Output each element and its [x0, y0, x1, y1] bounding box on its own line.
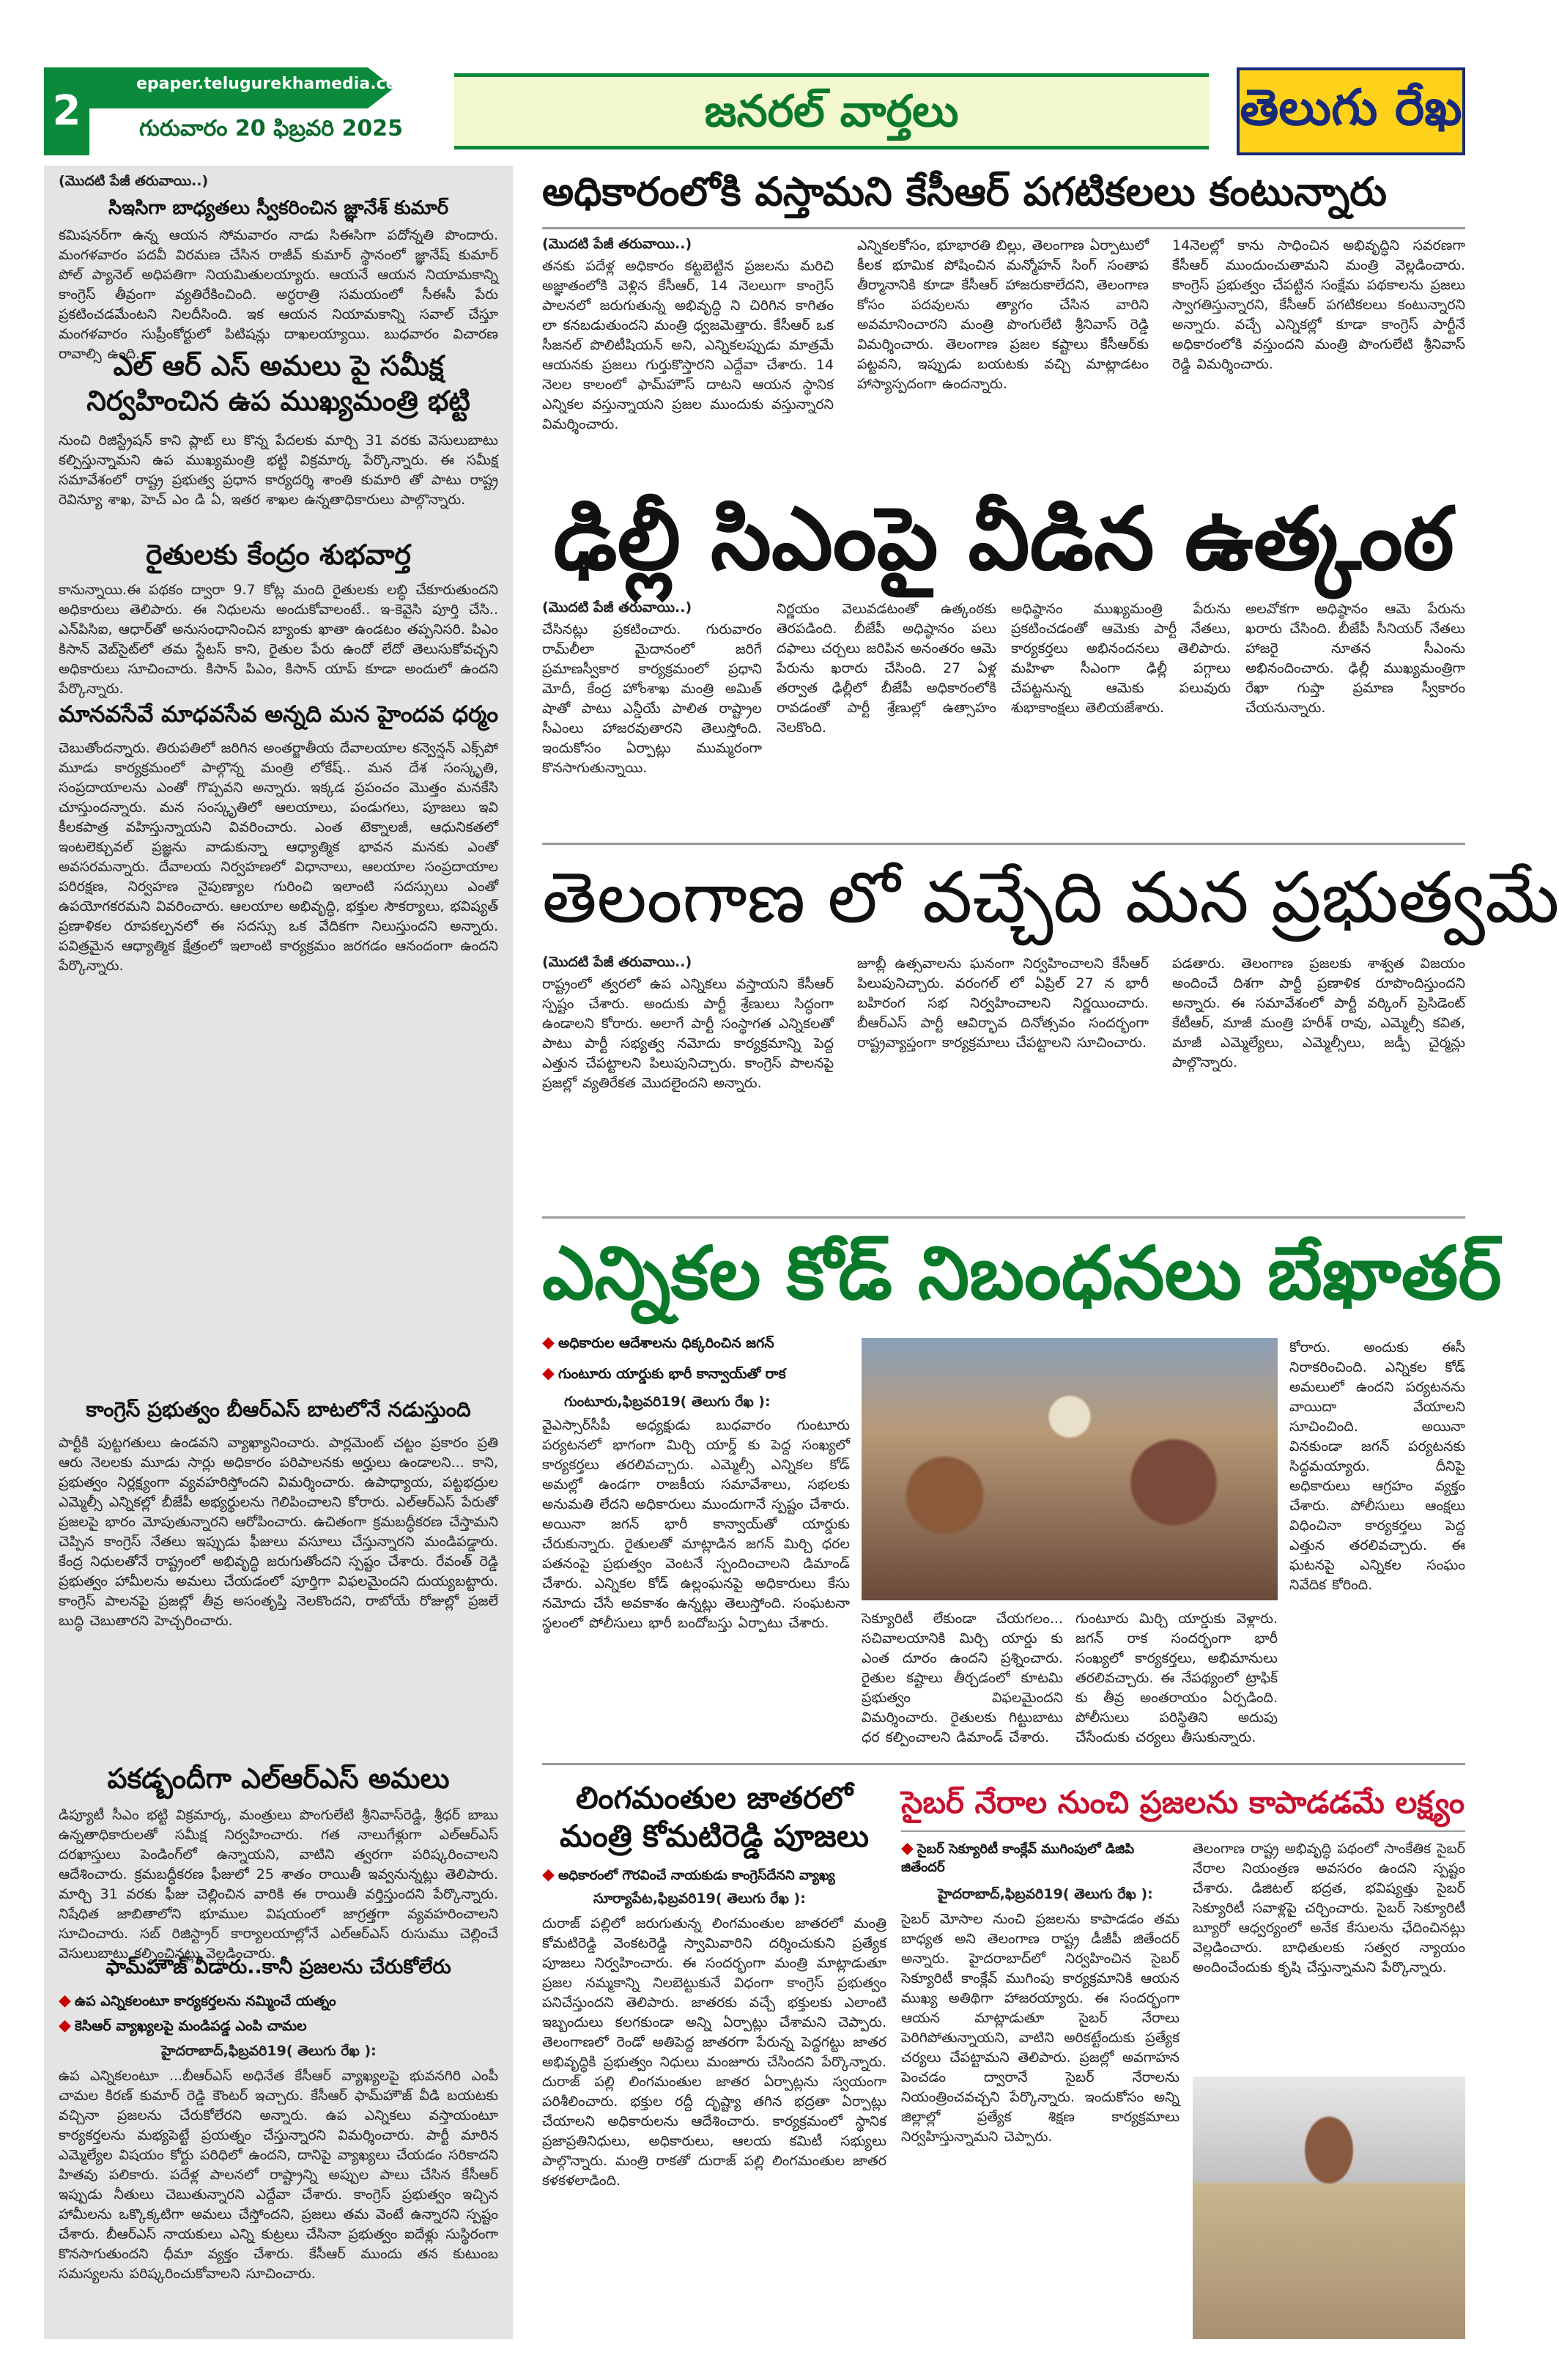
site-url[interactable]: epaper.telugurekhamedia.com: [136, 75, 414, 93]
a4-body: వైఎస్సార్‌సీపీ అధ్యక్షుడు బుధవారం గుంటూరు పర్యటనలో భాగంగా మిర్చి యార్డ్ కు పెద్ద సంఖ్యలో కార్యకర్తలు తరలివచ్చారు. ఎమ్మెల్సీ ఎన్నికల కోడ్ అమల్లో ఉండగా రాజకీయ సమావేశాలు, సభలకు అనుమతి లేదని అధికారులు ముందుగానే స్పష్టం చేశారు. అయినా జగన్ భారీ కాన్వాయ్‌తో యార్డుకు చేరుకున్నారు. రైతులతో మాట్లాడిన జగన్ మిర్చి ధరల పతనంపై ప్రభుత్వం వెంటనే స్పందించాలని డిమాండ్ చేశారు. ఎన్నికల కోడ్ ఉల్లంఘనపై అధికారులు కేసు నమోదు చేసే అవకాశం ఉన్నట్లు తెలుస్తోంది. సంఘటనా స్థలంలో పోలీసులు భారీ బందోబస్తు ఏర్పాటు చేశారు.: [542, 1417, 850, 1631]
a3-col-2: జూబ్లీ ఉత్సవాలను ఘనంగా నిర్వహించాలని కేసీఆర్ పిలుపునిచ్చారు. వరంగల్ లో ఏప్రిల్ 27 న భారీ బహిరంగ సభ నిర్వహించాలని నిర్ణయించారు. బీఆర్ఎస్ పార్టీ ఆవిర్భావ దినోత్సవం సందర్భంగా రాష్ట్రవ్యాప్తంగా కార్యక్రమాలు చేపట్టాలని సూచించారు.: [857, 956, 1149, 1051]
a6-body-2: తెలంగాణ రాష్ట్ర అభివృద్ధి పథంలో సాంకేతిక సైబర్ నేరాల నియంత్రణ అవసరం ఉందని స్పష్టం చేశారు. డిజిటల్ భద్రత, భవిష్యత్తు సైబర్ సెక్యూరిటీ సవాళ్లపై చర్చించారు. సైబర్ సెక్యూరిటీ బ్యూరో ఆధ్వర్యంలో అనేక కేసులను ఛేదించినట్లు వెల్లడించారు. బాధితులకు సత్వర న్యాయం అందించేందుకు కృషి చేస్తున్నామని పేర్కొన్నారు.: [1193, 1841, 1465, 1976]
a4-bullet-1: [542, 1334, 850, 1357]
a6-bullet-1-text: సైబర్ సెక్యూరిటీ కాంక్లేవ్ ముగింపులో డిజిపి జితేందర్: [901, 1841, 1135, 1875]
page-number: 2: [44, 67, 89, 155]
a2-col-1: చేసినట్లు ప్రకటించారు. గురువారం రామ్‌లీలా మైదానంలో జరిగే ప్రమాణస్వీకార కార్యక్రమంలో ప్రధాని మోదీ, కేంద్ర హోంశాఖ మంత్రి అమిత్ షాతో పాటు ఎన్డీయే పాలిత రాష్ట్రాల సీఎంలు హాజరవుతారని తెలుస్తోంది. ఇందుకోసం ఏర్పాట్లు ముమ్మరంగా కొనసాగుతున్నాయి.: [542, 621, 762, 776]
a2-col-3: అధిష్ఠానం ముఖ్యమంత్రి పేరును ప్రకటించడంతో ఆమెకు పార్టీ నేతలు, కార్యకర్తలు అభినందనలు తెలిపారు. మహిళా సీఎంగా ఢిల్లీ పగ్గాలు చేపట్టనున్న ఆమెకు పలువురు శుభాకాంక్షలు తెలియజేశారు.: [1011, 601, 1231, 716]
s7-bullet-2-text: కెసిఆర్ వ్యాఖ్యలపై మండిపడ్డ ఎంపి చామల: [75, 2018, 307, 2034]
a6-rule: [901, 1830, 1465, 1832]
a2-col-4: అలవోకగా అధిష్ఠానం ఆమె పేరును ఖరారు చేసింది. బీజేపీ సీనియర్ నేతలు హాజరై నూతన సీఎంను అభినందించారు. ఢిల్లీ ముఖ్యమంత్రిగా రేఖా గుప్తా ప్రమాణ స్వీకారం చేయనున్నారు.: [1245, 601, 1465, 716]
a3-rule: [542, 1216, 1465, 1219]
a5-bullet-1-text: అధికారంలో గౌరవించే నాయకుడు కాంగ్రెస్‌దేనని వ్యాఖ్య: [558, 1868, 835, 1883]
a3-continued: (మొదటి పేజీ తరువాయి..): [542, 954, 692, 970]
a2-rule: [542, 843, 1465, 845]
a2-continued: (మొదటి పేజీ తరువాయి..): [542, 599, 692, 616]
a1-rule: [542, 227, 1465, 229]
s7-bullet-1-text: ఉప ఎన్నికలంటూ కార్యకర్తలను నమ్మించే యత్నం: [75, 1993, 336, 2009]
s7-bullet-2: [59, 2017, 498, 2039]
s7-headline: ఫామ్‌హౌజ్ వీడారు..కానీ ప్రజలను చేరుకోలేరు: [105, 1956, 451, 1978]
a4-lower-text: సెక్యూరిటీ లేకుండా చేయగలం... సచివాలయానికి మిర్చి యార్డు కు ఎంత దూరం ఉందని ప్రశ్నించారు. రైతుల కష్టాలు తీర్చడంలో కూటమి ప్రభుత్వం విఫలమైందని విమర్శించారు. రైతులకు గిట్టుబాటు ధర కల్పించాలని డిమాండ్ చేశారు.: [862, 1611, 1063, 1745]
diamond-bullet-icon: ◆: [901, 1839, 914, 1858]
a6-bullet-1: [901, 1839, 1180, 1880]
a1-col-2: ఎన్నికలకోసం, భూభారతి బిల్లు, తెలంగాణ ఏర్పాటులో కీలక భూమిక పోషించిన మన్మోహన్ సింగ్ సంతాప తీర్మానానికి కూడా కేసీఆర్ హాజరుకాలేదని, తెలంగాణ కోసం పదవులను త్యాగం చేసిన వారిని అవమానించారని మంత్రి పొంగులేటి శ్రీనివాస్ రెడ్డి విమర్శించారు. తెలంగాణ ప్రజల కష్టాలు కేసీఆర్‌కు పట్టవని, ఇప్పుడు బయటకు వచ్చి మాట్లాడటం హాస్యాస్పదంగా ఉందన్నారు.: [857, 237, 1149, 392]
a3-col-3: పడతారు. తెలంగాణ ప్రజలకు శాశ్వత విజయం అందించే దిశగా పార్టీ ప్రణాళిక రూపొందిస్తుందని అన్నారు. ఈ సమావేశంలో పార్టీ వర్కింగ్ ప్రెసిడెంట్ కేటీఆర్, మాజీ మంత్రి హరీశ్ రావు, ఎమ్మెల్సీ కవిత, మాజీ ఎమ్మెల్యేలు, ఎమ్మెల్సీలు, జడ్పీ చైర్మన్లు పాల్గొన్నారు.: [1172, 956, 1465, 1071]
s7-dateline: హైదరాబాద్,ఫిబ్రవరి19( తెలుగు రేఖ ):: [161, 2043, 377, 2059]
masthead: [44, 67, 1465, 155]
a5-bullet-1: [542, 1866, 886, 1888]
a6-headline: సైబర్ నేరాల నుంచి ప్రజలను కాపాడడమే లక్ష్యం: [901, 1784, 1465, 1820]
a6-dateline: హైదరాబాద్,ఫిబ్రవరి19( తెలుగు రేఖ ):: [938, 1886, 1153, 1902]
a2-headline: ఢిల్లీ సిఎంపై వీడిన ఉత్కంఠ: [553, 488, 1454, 589]
a4-bullet-2-text: గుంటూరు యార్డుకు భారీ కాన్వాయ్‌తో రాక: [558, 1366, 786, 1382]
a4-rule: [542, 1763, 1465, 1765]
issue-date: గురువారం 20 ఫిబ్రవరి 2025: [139, 116, 404, 141]
a1-col-1: తనకు పదేళ్ల అధికారం కట్టబెట్టిన ప్రజలను మరిచి అజ్ఞాతంలోకి వెళ్లిన కేసీఆర్, 14 నెలలుగా కాంగ్రెస్ పాలనలో జరుగుతున్న అభివృద్ధి ని చిరిగిన కాగితం లా కనబడుతుందని మంత్రి ధ్వజమెత్తారు. కేసీఆర్ ఒక సీజనల్ పొలిటీషియన్ అని, ఎన్నికలప్పుడు మాత్రమే ఆయనకు ప్రజలు గుర్తుకొస్తారని ఎద్దేవా చేశారు. 14 నెలల కాలంలో ఫామ్‌హౌస్ దాటని ఆయన స్థానిక ఎన్నికల వస్తున్నాయని ప్రజల ముందుకు వస్తున్నారని విమర్శించారు.: [542, 258, 834, 432]
s6-body: డిప్యూటీ సీఎం భట్టి విక్రమార్క, మంత్రులు పొంగులేటి శ్రీనివాస్‌రెడ్డి, శ్రీధర్ బాబు ఉన్నతాధికారులతో సమీక్ష నిర్వహించారు. గత నాలుగేళ్లుగా ఎల్ఆర్ఎస్ దరఖాస్తులు పెండింగ్‌లో ఉన్నాయని, వాటిని త్వరగా పరిష్కరించాలని ఆదేశించారు. క్రమబద్ధీకరణ ఫీజులో 25 శాతం రాయితీ ఇవ్వనున్నట్లు తెలిపారు. మార్చి 31 వరకు ఫీజు చెల్లించిన వారికి ఈ రాయితీ వర్తిస్తుందని పేర్కొన్నారు. నిషేధిత జాబితాలోని భూముల విషయంలో జాగ్రత్తగా వ్యవహరించాలని సూచించారు. సబ్ రిజిస్ట్రార్ కార్యాలయాల్లోనే ఎల్ఆర్ఎస్ రుసుము చెల్లించే వెసులుబాటు కల్పించినట్లు వెల్లడించారు.: [59, 1807, 498, 1962]
a5-dateline: సూర్యాపేట,ఫిబ్రవరి19( తెలుగు రేఖ ):: [593, 1891, 806, 1907]
a1-col-3: 14నెలల్లో కాను సాధించిన అభివృద్ధిని సవరణగా కేసీఆర్ ముందుంచుతామని మంత్రి వెల్లడించారు. కాంగ్రెస్ ప్రభుత్వం చేపట్టిన సంక్షేమ పథకాలను ప్రజలు స్వాగతిస్తున్నారని, కేసీఆర్ పగటికలలు కంటున్నారని అన్నారు. వచ్చే ఎన్నికల్లో కూడా కాంగ్రెస్ పార్టీనే అధికారంలోకి వస్తుందని మంత్రి పొంగులేటి శ్రీనివాస్ రెడ్డి విమర్శించారు.: [1172, 237, 1465, 372]
s4-body: చెబుతోందన్నారు. తిరుపతిలో జరిగిన అంతర్జాతీయ దేవాలయాల కన్వెన్షన్ ఎక్స్‌పో మూడు కార్యక్రమంలో పాల్గొన్న మంత్రి లోకేష్.. మన దేశ సంస్కృతి, సంప్రదాయాలను ఎంతో గొప్పవని అన్నారు. ఇక్కడ ప్రపంచం మొత్తం మనకేసి చూస్తుందన్నారు. మన సంస్కృతిలో ఆలయాలు, పండుగలు, పూజలు ఇవి కీలకపాత్ర వహిస్తున్నాయని వివరించారు. ఎంత టెక్నాలజీ, ఆధునికతలో ఇంటలెక్చువల్ ప్రజ్ఞను వాడుకున్నా ఆధ్యాత్మిక భావన మనకు ఎంతో అవసరమన్నారు. దేవాలయ నిర్వహణలో విధానాలు, ఆలయాల సంప్రదాయాల పరిరక్షణ, నిర్వహణ నైపుణ్యాల గురించి ఇలాంటి సదస్సులు ఎంతో ఉపయోగకరమని వివరించారు. ఆలయాల అభివృద్ధి, భక్తుల సౌకర్యాలు, భవిష్యత్ ప్రణాళికల రూపకల్పనలో ఈ సదస్సు ఒక వేదికగా నిలుస్తుందని అన్నారు. పవిత్రమైన ఆధ్యాత్మిక క్షేత్రంలో ఇలాంటి కార్యక్రమం జరగడం ఆనందంగా ఉందని పేర్కొన్నారు.: [59, 740, 498, 974]
section-banner: [454, 73, 1209, 149]
a1-headline: అధికారంలోకి వస్తామని కేసీఆర్ పగటికలలు కంటున్నారు: [542, 169, 1387, 215]
diamond-bullet-icon: ◆: [59, 1992, 71, 2010]
left-column: [44, 166, 513, 2339]
s1-body: కమిషనర్‌గా ఉన్న ఆయన సోమవారం నాడు సిఈసిగా పదోన్నతి పొందారు. మంగళవారం పదవీ విరమణ చేసిన రాజీవ్ కుమార్ స్థానంలో జ్ఞానేష్ కుమార్ పోల్ ప్యానెల్ అధిపతిగా నియమితులయ్యారు. ఆయనే ఆయన నియామకాన్ని కాంగ్రెస్ తీవ్రంగా వ్యతిరేకించింది. అర్ధరాత్రి సమయంలో సీఈసీ పేరు ప్రకటించడమేంటని నిలదీసింది. ఇక ఆయన నియామకాన్ని సవాల్ చేస్తూ మంగళవారం సుప్రీంకోర్టులో పిటిషన్లు దాఖలయ్యాయి. బుధవారం విచారణ రావాల్సి ఉంది.: [59, 227, 498, 362]
diamond-bullet-icon: ◆: [59, 2017, 71, 2035]
a4-headline: ఎన్నికల కోడ్ నిబంధనలు బేఖాతర్: [542, 1230, 1502, 1316]
s4-headline: మానవసేవే మాధవసేవ అన్నది మన హైందవ ధర్మం: [58, 701, 499, 728]
a4-dateline: గుంటూరు,ఫిబ్రవరి19( తెలుగు రేఖ ):: [564, 1394, 771, 1410]
logo-text: తెలుగు రేఖ: [1240, 79, 1462, 137]
a4-side-text: కోరారు. అందుకు ఈసీ నిరాకరించింది. ఎన్నికల కోడ్ అమలులో ఉందని పర్యటనను వాయిదా వేయాలని సూచించింది. అయినా వినకుండా జగన్ పర్యటనకు సిద్ధమయ్యారు. దీనిపై అధికారులు ఆగ్రహం వ్యక్తం చేశారు. పోలీసులు ఆంక్షలు విధించినా కార్యకర్తలు పెద్ద ఎత్తున తరలివచ్చారు. ఈ ఘటనపై ఎన్నికల సంఘం నివేదిక కోరింది.: [1289, 1339, 1465, 1593]
section-title: జనరల్ వార్తలు: [704, 86, 959, 137]
a6-body: సైబర్ మోసాల నుంచి ప్రజలను కాపాడడం తమ బాధ్యత అని తెలంగాణ రాష్ట్ర డీజీపీ జితేందర్ అన్నారు. హైదరాబాద్‌లో నిర్వహించిన సైబర్ సెక్యూరిటీ కాంక్లేవ్ ముగింపు కార్యక్రమానికి ఆయన ముఖ్య అతిథిగా హాజరయ్యారు. ఈ సందర్భంగా ఆయన మాట్లాడుతూ సైబర్ నేరాలు పెరిగిపోతున్నాయని, వాటిని అరికట్టేందుకు ప్రత్యేక చర్యలు చేపట్టామని తెలిపారు. ప్రజల్లో అవగాహన పెంచడం ద్వారానే సైబర్ నేరాలను నియంత్రించవచ్చని పేర్కొన్నారు. ఇందుకోసం అన్ని జిల్లాల్లో ప్రత్యేక శిక్షణ కార్యక్రమాలు నిర్వహిస్తున్నామని చెప్పారు.: [901, 1911, 1180, 2145]
a4-lower-text-2: గుంటూరు మిర్చి యార్డుకు వెళ్లారు. జగన్ రాక సందర్భంగా భారీ సంఖ్యలో కార్యకర్తలు, అభిమానులు తరలివచ్చారు. ఈ నేపథ్యంలో ట్రాఫిక్ కు తీవ్ర అంతరాయం ఏర్పడింది. పోలీసులు పరిస్థితిని అదుపు చేసేందుకు చర్యలు తీసుకున్నారు.: [1075, 1611, 1278, 1745]
s7-bullet-1: [59, 1992, 498, 2014]
newspaper-logo[interactable]: [1237, 67, 1465, 155]
s6-headline: పకడ్బందీగా ఎల్ఆర్ఎస్ అమలు: [107, 1762, 450, 1795]
a3-headline: తెలంగాణ లో వచ్చేది మన ప్రభుత్వమే: [542, 857, 1559, 939]
s5-headline: కాంగ్రెస్ ప్రభుత్వం బీఆర్ఎస్ బాటలోనే నడుస్తుంది: [86, 1397, 471, 1422]
rally-photo: [862, 1338, 1278, 1600]
dgp-photo: [1193, 2077, 1465, 2339]
s3-body: కానున్నాయి.ఈ పథకం ద్వారా 9.7 కోట్ల మంది రైతులకు లబ్ధి చేకూరుతుందని అధికారులు తెలిపారు. ఈ నిధులను అందుకోవాలంటే.. ఇ-కెవైసి పూర్తి చేసి.. ఎన్‌పిసిఐ, ఆధార్‌తో అనుసంధానించిన బ్యాంకు ఖాతా ఉండటం తప్పనిసరి. పిఎం కిసాన్ వెబ్‌సైట్‌లో తమ స్టేటస్ కాని, రైతుల పేరు ఉందో లేదో తెలుసుకోవచ్చని అధికారులు సూచించారు. కిసాన్ పిఎం, కిసాన్ యాప్ కూడా అందులో ఉందని పేర్కొన్నారు.: [59, 582, 498, 697]
a5-headline: లింగమంతుల జాతరలో మంత్రి కోమటిరెడ్డి పూజలు: [559, 1780, 870, 1854]
s5-body: పార్టీకి పుట్టగతులు ఉండవని వ్యాఖ్యానించారు. పార్లమెంట్ చట్టం ప్రకారం ప్రతి ఆరు నెలలకు మూడు సార్లు అధికారం పరిపాలనకు అర్హులు ఉండాలని... కాని, ప్రభుత్వం నిర్లక్ష్యంగా వ్యవహరిస్తోందని విమర్శించారు. ఉపాధ్యాయ, పట్టభద్రుల ఎమ్మెల్సీ ఎన్నికల్లో బీజేపీ అభ్యర్థులను గెలిపించాలని కోరారు. ఎల్ఆర్ఎస్ పేరుతో ప్రజలపై భారం మోపుతున్నారని ఆరోపించారు. ఉచితంగా క్రమబద్ధీకరణ చేస్తామని చెప్పిన కాంగ్రెస్ నేతలు ఇప్పుడు ఫీజులు వసూలు చేస్తున్నారని మండిపడ్డారు. కేంద్ర నిధులతోనే రాష్ట్రంలో అభివృద్ధి జరుగుతోందని స్పష్టం చేశారు. రేవంత్ రెడ్డి ప్రభుత్వం హామీలను అమలు చేయడంలో పూర్తిగా విఫలమైందని దుయ్యబట్టారు. కాంగ్రెస్ పాలనపై ప్రజల్లో తీవ్ర అసంతృప్తి నెలకొందని, రాబోయే రోజుల్లో ప్రజలే బుద్ధి చెబుతారని హెచ్చరించారు.: [59, 1435, 498, 1629]
a4-bullet-2: [542, 1364, 850, 1388]
diamond-bullet-icon: ◆: [542, 1334, 555, 1352]
s1-headline: సిఇసిగా బాధ్యతలు స్వీకరించిన జ్ఞానేశ్ కుమార్: [108, 197, 448, 219]
a2-col-2: నిర్ణయం వెలువడటంతో ఉత్కంఠకు తెరపడింది. బీజేపీ అధిష్ఠానం పలు దఫాలు చర్చలు జరిపిన అనంతరం ఆమె పేరును ఖరారు చేసింది. 27 ఏళ్ల తర్వాత ఢిల్లీలో బీజేపీ అధికారంలోకి రావడంతో పార్టీ శ్రేణుల్లో ఉత్సాహం నెలకొంది.: [777, 601, 996, 736]
a1-continued: (మొదటి పేజీ తరువాయి..): [542, 236, 692, 252]
s2-body: నుంచి రిజిస్ట్రేషన్ కాని ప్లాట్ లు కొన్న పేదలకు మార్చి 31 వరకు వెసులుబాటు కల్పిస్తున్నామని ఉప ముఖ్యమంత్రి భట్టి విక్రమార్క పేర్కొన్నారు. ఈ సమీక్ష సమావేశంలో రాష్ట్ర ప్రభుత్వ ప్రధాన కార్యదర్శి శాంతి కుమారి తో పాటు రాష్ట్ర రెవిన్యూ శాఖ, హెచ్ ఎం డి ఏ, ఇతర శాఖల ఉన్నతాధికారులు పాల్గొన్నారు.: [59, 432, 498, 508]
diamond-bullet-icon: ◆: [542, 1364, 555, 1383]
s2-headline: ఎల్ ఆర్ ఎస్ అమలు పై సమీక్ష నిర్వహించిన ఉప ముఖ్యమంత్రి భట్టి: [86, 350, 470, 417]
continued-label: (మొదటి పేజీ తరువాయి..): [59, 173, 209, 189]
s3-headline: రైతులకు కేంద్రం శుభవార్త: [146, 539, 411, 571]
a5-body: దురాజ్ పల్లిలో జరుగుతున్న లింగమంతుల జాతరలో మంత్రి కోమటిరెడ్డి వెంకటరెడ్డి స్వామివారిని దర్శించుకుని ప్రత్యేక పూజలు నిర్వహించారు. ఈ సందర్భంగా మంత్రి మాట్లాడుతూ ప్రజల నమ్మకాన్ని నిలబెట్టుకునే విధంగా కాంగ్రెస్ ప్రభుత్వం పనిచేస్తుందని తెలిపారు. జాతరకు వచ్చే భక్తులకు ఎలాంటి ఇబ్బందులు కలగకుండా అన్ని ఏర్పాట్లు చేశామని చెప్పారు. తెలంగాణలో రెండో అతిపెద్ద జాతరగా పేరున్న పెద్దగట్టు జాతర అభివృద్ధికి ప్రభుత్వం నిధులు మంజూరు చేసిందని పేర్కొన్నారు. దురాజ్ పల్లి లింగమంతుల జాతర ఏర్పాట్లను స్వయంగా పరిశీలించారు. భక్తుల రద్దీ దృష్ట్యా తగిన భద్రతా ఏర్పాట్లు చేయాలని అధికారులను ఆదేశించారు. కార్యక్రమంలో స్థానిక ప్రజాప్రతినిధులు, అధికారులు, ఆలయ కమిటీ సభ్యులు పాల్గొన్నారు. మంత్రి రాకతో దురాజ్ పల్లి లింగమంతుల జాతర కళకళలాడింది.: [542, 1915, 886, 2189]
masthead-url-tab: [89, 67, 414, 108]
a4-bullet-1-text: అధికారుల ఆదేశాలను ధిక్కరించిన జగన్: [558, 1335, 774, 1351]
s7-body: ఉప ఎన్నికలంటూ ...బీఆర్ఎస్ అధినేత కేసీఆర్ వ్యాఖ్యలపై భువనగిరి ఎంపీ చామల కిరణ్ కుమార్ రెడ్డి కౌంటర్ ఇచ్చారు. కేసీఆర్ ఫామ్‌హౌజ్ వీడి బయటకు వచ్చినా ప్రజలను చేరుకోలేరని అన్నారు. ఉప ఎన్నికలు వస్తాయంటూ కార్యకర్తలను మభ్యపెట్టే ప్రయత్నం చేస్తున్నారని విమర్శించారు. పార్టీ మారిన ఎమ్మెల్యేల విషయం కోర్టు పరిధిలో ఉందని, దానిపై వ్యాఖ్యలు చేయడం సరికాదని హితవు పలికారు. పదేళ్ల పాలనలో రాష్ట్రాన్ని అప్పుల పాలు చేసిన కేసీఆర్ ఇప్పుడు నీతులు చెబుతున్నారని ఎద్దేవా చేశారు. కాంగ్రెస్ ప్రభుత్వం ఇచ్చిన హామీలను ఒక్కొక్కటిగా అమలు చేస్తోందని, ప్రజలు తమ వెంటే ఉన్నారని స్పష్టం చేశారు. బీఆర్ఎస్ నాయకులు ఎన్ని కుట్రలు చేసినా ప్రభుత్వం ఐదేళ్లు సుస్థిరంగా కొనసాగుతుందని ధీమా వ్యక్తం చేశారు. కేసీఆర్ ముందు తన కుటుంబ సమస్యలను పరిష్కరించుకోవాలని సూచించారు.: [59, 2068, 498, 2282]
diamond-bullet-icon: ◆: [542, 1866, 555, 1884]
a3-col-1: రాష్ట్రంలో త్వరలో ఉప ఎన్నికలు వస్తాయని కేసీఆర్ స్పష్టం చేశారు. అందుకు పార్టీ శ్రేణులు సిద్ధంగా ఉండాలని కోరారు. అలాగే పార్టీ సంస్థాగత ఎన్నికలతో పాటు పార్టీ సభ్యత్వ నమోదు కార్యక్రమాన్ని పెద్ద ఎత్తున చేపట్టాలని పిలుపునిచ్చారు. కాంగ్రెస్ పాలనపై ప్రజల్లో వ్యతిరేకత మొదలైందని అన్నారు.: [542, 976, 834, 1091]
